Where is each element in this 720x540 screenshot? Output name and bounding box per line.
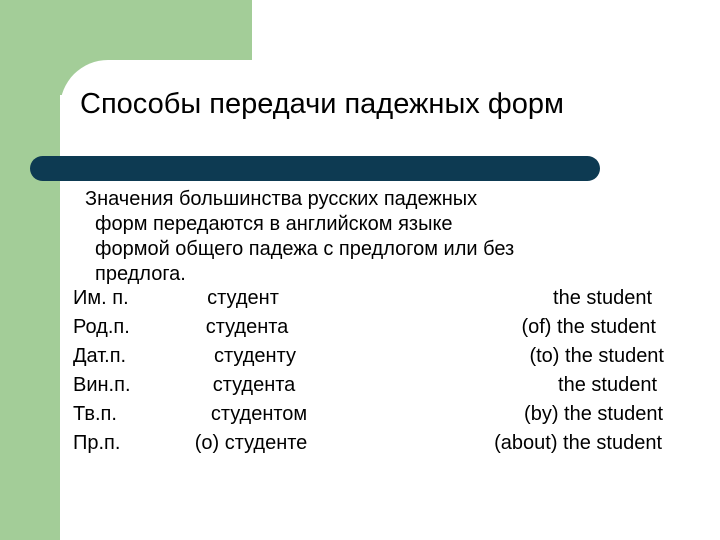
intro-line: форм передаются в английском языке	[95, 213, 453, 235]
case-abbrev: Тв.п.	[73, 403, 117, 425]
english-form: (to) the student	[529, 345, 664, 367]
case-abbrev: Род.п.	[73, 316, 130, 338]
case-abbrev: Пр.п.	[73, 432, 121, 454]
english-form: (about) the student	[494, 432, 662, 454]
russian-form: студенту	[214, 345, 296, 367]
intro-line: формой общего падежа с предлогом или без	[95, 238, 515, 260]
case-row	[0, 374, 720, 402]
russian-form: студента	[205, 316, 289, 338]
case-row	[0, 403, 720, 431]
english-form: (of) the student	[521, 316, 656, 338]
english-form: (by) the student	[524, 403, 663, 425]
case-row	[0, 287, 720, 315]
intro-line: предлога.	[95, 263, 186, 285]
russian-form: (о) студенте	[194, 432, 308, 454]
case-row	[0, 316, 720, 344]
case-abbrev: Им. п.	[73, 287, 129, 309]
case-abbrev: Вин.п.	[73, 374, 131, 396]
russian-form: студентом	[210, 403, 308, 425]
case-row	[0, 432, 720, 460]
case-abbrev: Дат.п.	[73, 345, 127, 367]
english-form: the student	[553, 287, 652, 309]
intro-line: Значения большинства русских падежных	[85, 188, 478, 210]
intro-paragraph	[85, 187, 685, 287]
russian-form: студент	[207, 287, 279, 309]
slide-title: Способы передачи падежных форм	[80, 88, 564, 120]
title-divider-bar	[30, 156, 600, 181]
russian-form: студента	[212, 374, 296, 396]
english-form: the student	[558, 374, 657, 396]
case-row	[0, 345, 720, 373]
